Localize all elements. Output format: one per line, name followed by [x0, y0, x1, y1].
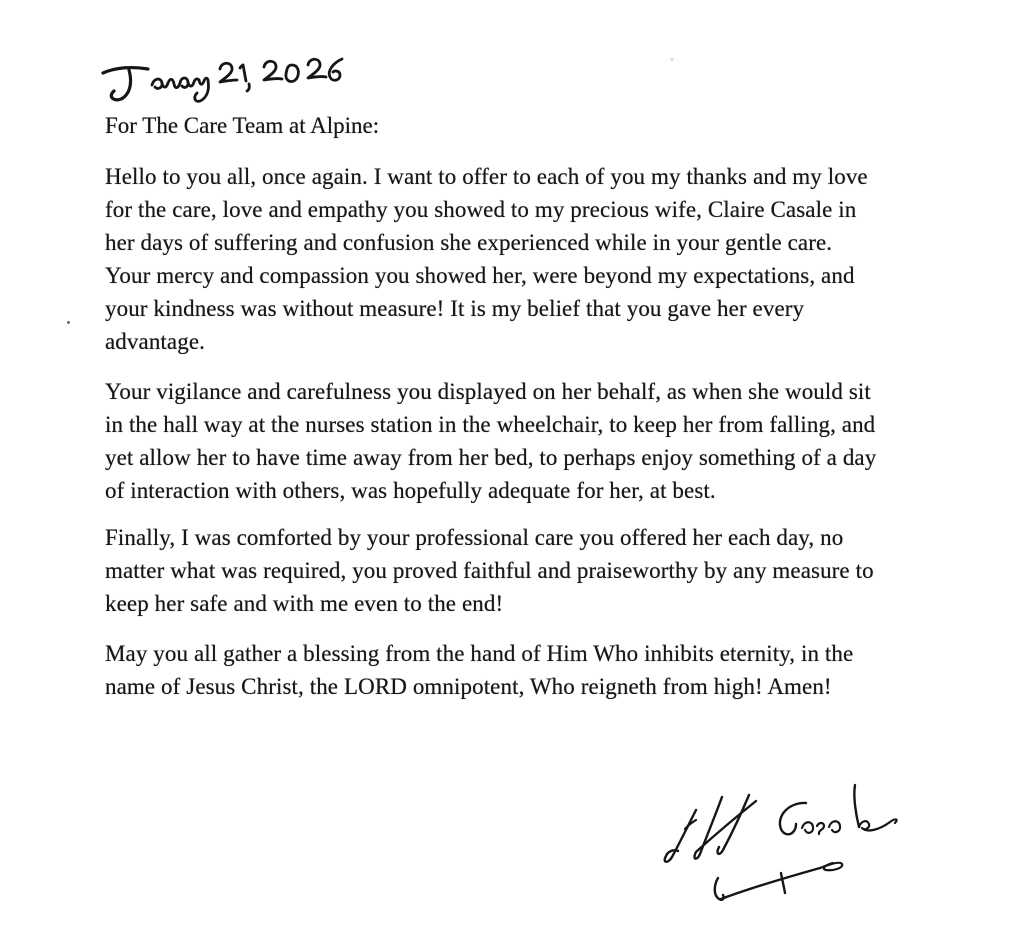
paragraph-line: for the care, love and empathy you showed to my precious wife, Claire Casale in [105, 197, 857, 222]
paragraph-line: Your mercy and compassion you showed her, were beyond my expectations, and [105, 263, 855, 288]
letter-paragraph-3 [105, 521, 975, 620]
paragraph-line: advantage. [105, 329, 205, 354]
letter-paragraph-2 [105, 375, 975, 507]
paragraph-line: in the hall way at the nurses station in the wheelchair, to keep her from falling, and [105, 412, 876, 437]
paragraph-line: yet allow her to have time away from her bed, to perhaps enjoy something of a day [105, 445, 877, 470]
paragraph-line: her days of suffering and confusion she experienced while in your gentle care. [105, 230, 833, 255]
handwritten-date [96, 54, 346, 108]
handwritten-date-drawing [96, 54, 346, 108]
scan-speck [67, 321, 70, 324]
paragraph-line: Hello to you all, once again. I want to offer to each of you my thanks and my love [105, 164, 868, 189]
paragraph-line: keep her safe and with me even to the end! [105, 591, 504, 616]
salutation-line: For The Care Team at Alpine: [105, 113, 380, 138]
scan-speck [670, 58, 674, 61]
paragraph-line: matter what was required, you proved faithful and praiseworthy by any measure to [105, 558, 874, 583]
paragraph-line: Your vigilance and carefulness you displayed on her behalf, as when she would sit [105, 379, 871, 404]
paragraph-line: May you all gather a blessing from the hand of Him Who inhibits eternity, in the [105, 641, 854, 666]
letter-paragraph-4 [105, 637, 975, 703]
letter-paragraph-1 [105, 160, 975, 358]
paragraph-line: Finally, I was comforted by your professional care you offered her each day, no [105, 525, 844, 550]
signature-drawing [628, 772, 928, 912]
paragraph-line: of interaction with others, was hopefully adequate for her, at best. [105, 478, 716, 503]
paragraph-line: your kindness was without measure! It is my belief that you gave her every [105, 296, 805, 321]
signature [628, 772, 928, 912]
paragraph-line: name of Jesus Christ, the LORD omnipotent, Who reigneth from high! Amen! [105, 674, 832, 699]
